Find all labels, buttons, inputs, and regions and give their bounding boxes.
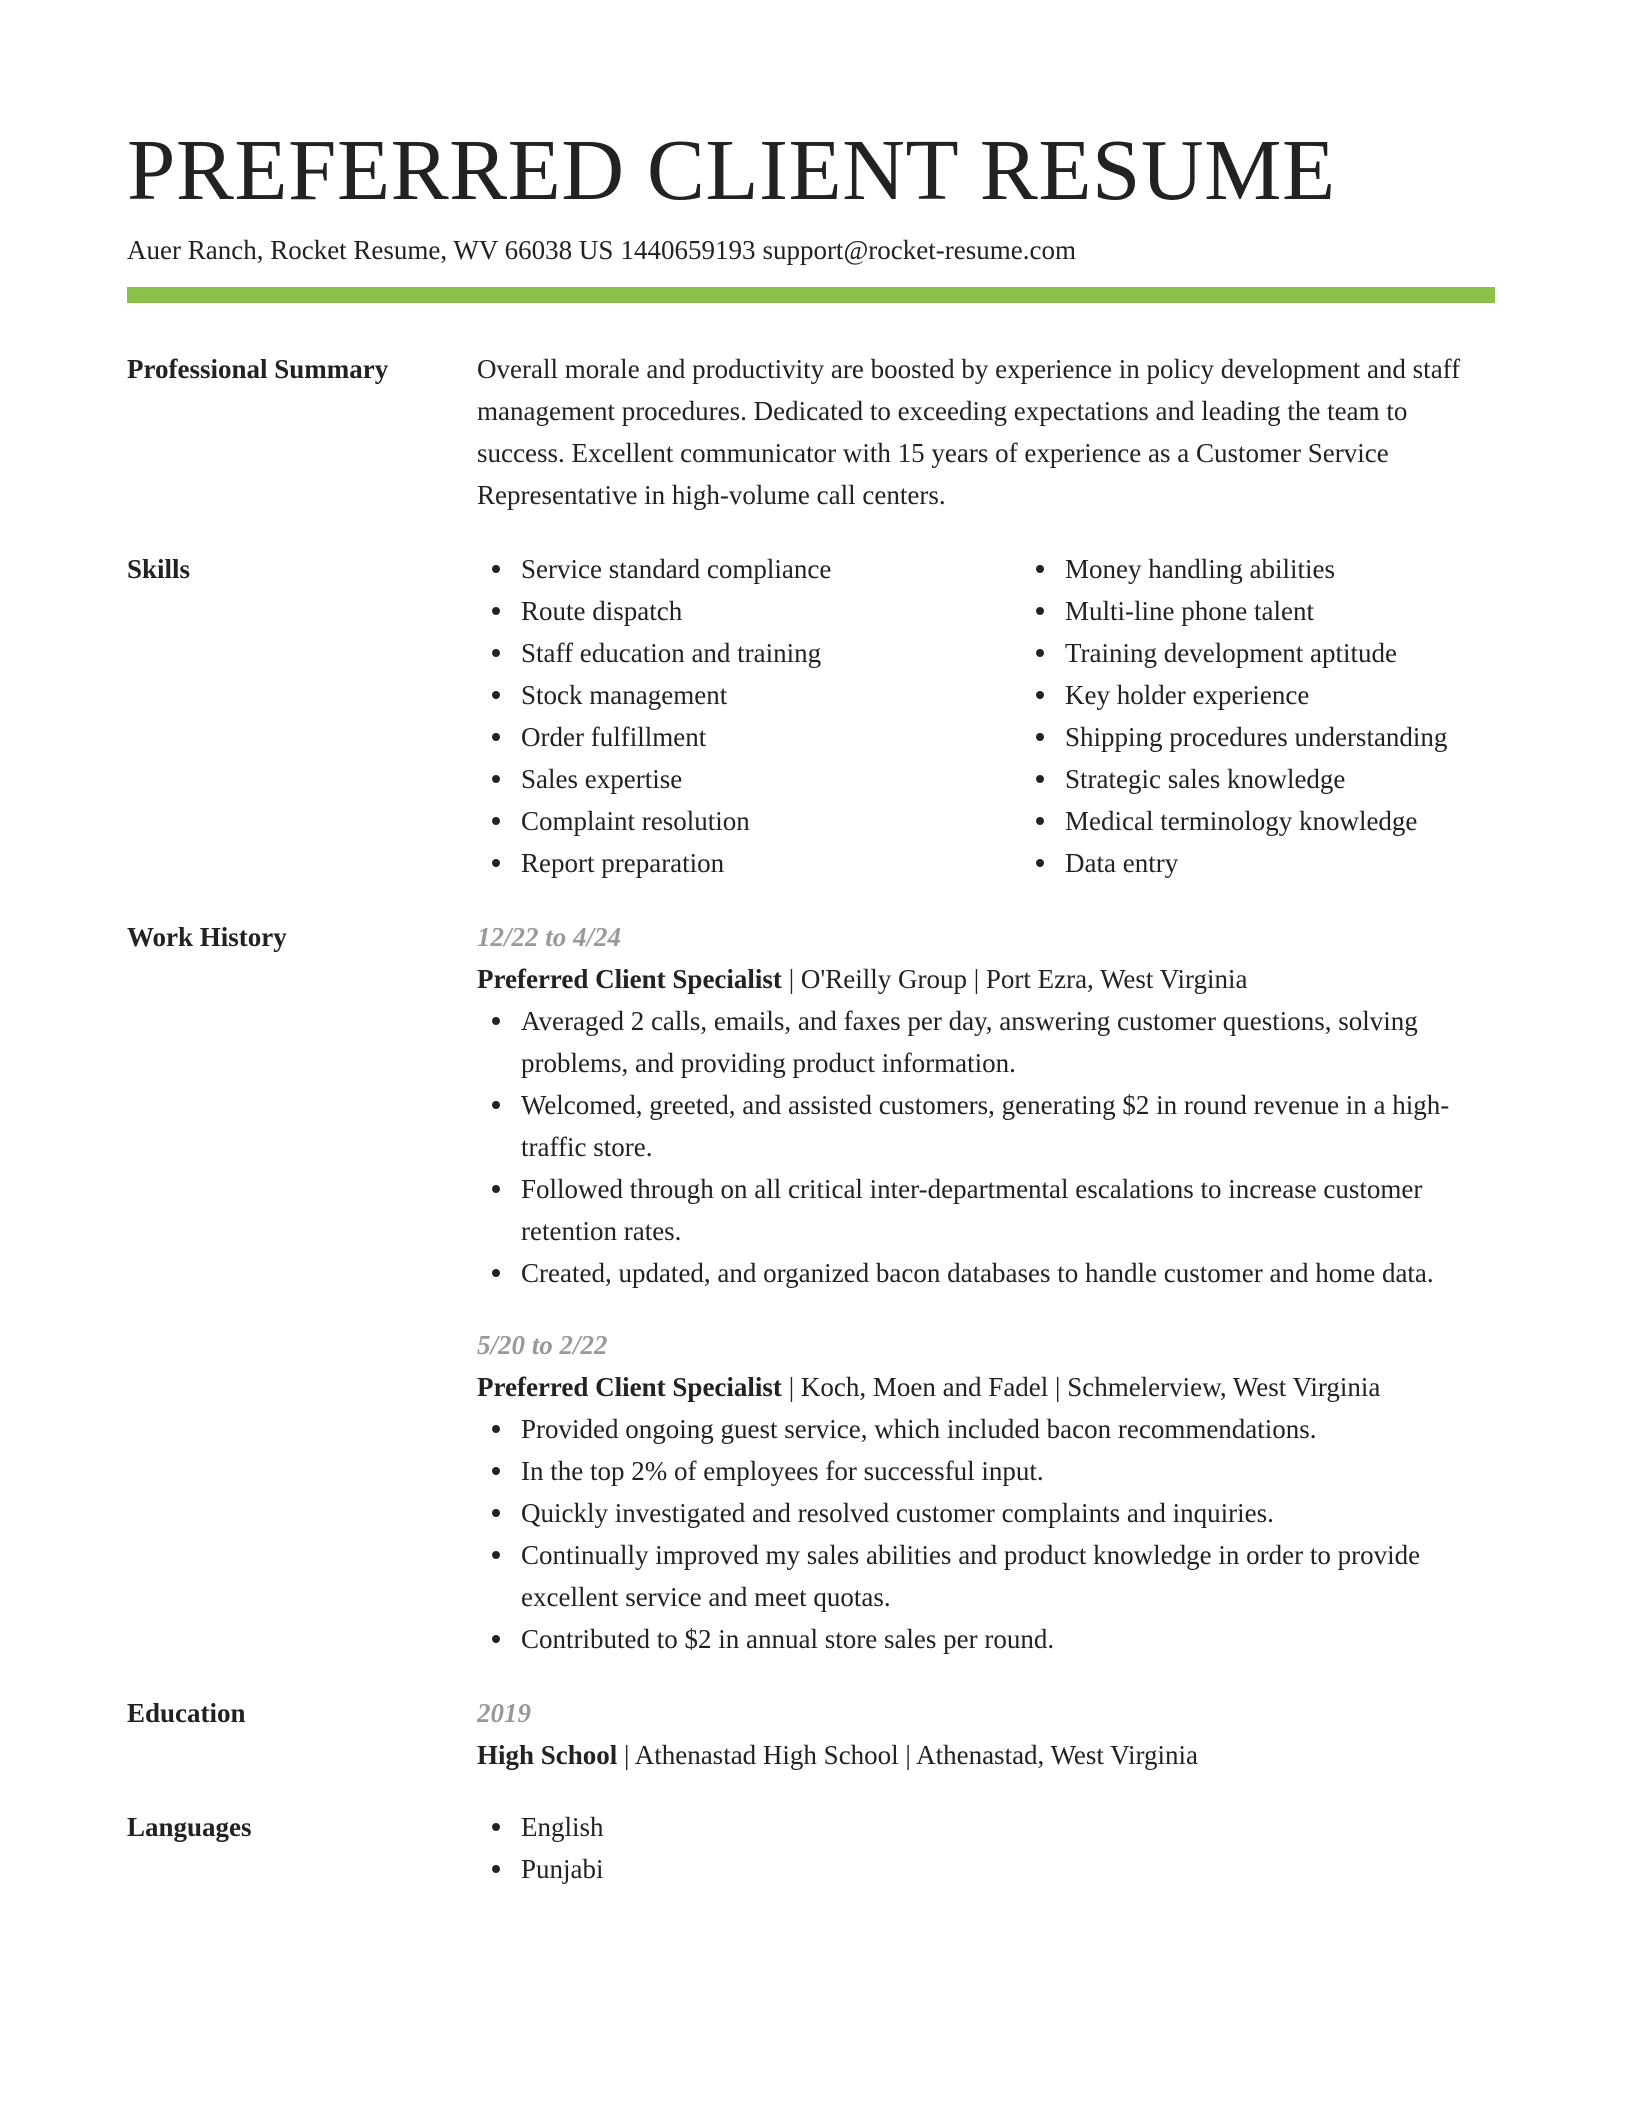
contact-email: support@rocket-resume.com	[762, 235, 1076, 265]
job-bullet: Continually improved my sales abilities and product knowledge in order to provide excellent service and meet quotas.	[521, 1534, 1495, 1618]
job-bullet: Quickly investigated and resolved customer complaints and inquiries.	[521, 1492, 1495, 1534]
skill-item: Complaint resolution	[521, 800, 1021, 842]
skill-item: Medical terminology knowledge	[1065, 800, 1565, 842]
summary-heading: Professional Summary	[127, 354, 389, 384]
job-bullet: Followed through on all critical inter-departmental escalations to increase customer retention rates.	[521, 1168, 1495, 1252]
job-bullet: Created, updated, and organized bacon databases to handle customer and home data.	[521, 1252, 1495, 1294]
language-item: Punjabi	[521, 1848, 1495, 1890]
work-history-section	[127, 916, 1495, 1660]
skill-item: Service standard compliance	[521, 548, 1021, 590]
job-entry	[477, 1324, 1495, 1660]
job-bullet: Contributed to $2 in annual store sales per round.	[521, 1618, 1495, 1660]
job-dates: 5/20 to 2/22	[477, 1330, 608, 1360]
job-bullet: Welcomed, greeted, and assisted customers, generating $2 in round revenue in a high-traffic store.	[521, 1084, 1495, 1168]
work-history-heading: Work History	[127, 922, 287, 952]
job-entry	[477, 916, 1495, 1294]
job-details: | O'Reilly Group | Port Ezra, West Virginia	[781, 964, 1248, 994]
education-section	[127, 1692, 1495, 1776]
job-title-line	[477, 958, 1495, 1000]
job-bullets	[477, 1000, 1495, 1294]
job-details: | Koch, Moen and Fadel | Schmelerview, West Virginia	[781, 1372, 1381, 1402]
language-item: English	[521, 1806, 1495, 1848]
skill-item: Sales expertise	[521, 758, 1021, 800]
skill-item: Report preparation	[521, 842, 1021, 884]
education-year: 2019	[477, 1698, 531, 1728]
education-details: | Athenastad High School | Athenastad, West Virginia	[617, 1740, 1199, 1770]
skill-item: Shipping procedures understanding	[1065, 716, 1565, 758]
skill-item: Route dispatch	[521, 590, 1021, 632]
skills-left-column	[477, 548, 1021, 884]
skills-right-column	[1021, 548, 1565, 884]
skill-item: Stock management	[521, 674, 1021, 716]
contact-address: Auer Ranch, Rocket Resume, WV 66038 US	[127, 235, 614, 265]
job-bullet: Provided ongoing guest service, which included bacon recommendations.	[521, 1408, 1495, 1450]
job-bullet: In the top 2% of employees for successful input.	[521, 1450, 1495, 1492]
languages-list	[477, 1806, 1495, 1890]
skills-heading: Skills	[127, 554, 191, 584]
skills-grid	[477, 548, 1495, 884]
job-bullet: Averaged 2 calls, emails, and faxes per day, answering customer questions, solving problems, and providing product information.	[521, 1000, 1495, 1084]
languages-section	[127, 1806, 1495, 1890]
skill-item: Order fulfillment	[521, 716, 1021, 758]
education-heading: Education	[127, 1698, 246, 1728]
skill-item: Training development aptitude	[1065, 632, 1565, 674]
job-title-line	[477, 1366, 1495, 1408]
resume-title: PREFERRED CLIENT RESUME	[127, 121, 1336, 218]
skill-item: Data entry	[1065, 842, 1565, 884]
job-bullets	[477, 1408, 1495, 1660]
languages-heading: Languages	[127, 1812, 252, 1842]
education-degree: High School	[477, 1740, 618, 1770]
skill-item: Money handling abilities	[1065, 548, 1565, 590]
resume-page	[127, 118, 1495, 1890]
contact-line	[127, 232, 1495, 268]
languages-body	[477, 1806, 1495, 1890]
job-title: Preferred Client Specialist	[477, 964, 782, 994]
skills-section	[127, 548, 1495, 884]
summary-text: Overall morale and productivity are boosted by experience in policy development and staff management procedures. Dedicated to exceeding expectations and leading the team to success. Excellent communicator with 15 years of experience as a Customer Service Representative in high-volume call centers.	[477, 354, 1461, 510]
job-title: Preferred Client Specialist	[477, 1372, 782, 1402]
education-body	[477, 1692, 1495, 1776]
contact-phone: 1440659193	[620, 235, 756, 265]
skill-item: Multi-line phone talent	[1065, 590, 1565, 632]
header-accent-bar	[127, 287, 1495, 303]
skill-item: Key holder experience	[1065, 674, 1565, 716]
skill-item: Strategic sales knowledge	[1065, 758, 1565, 800]
skill-item: Staff education and training	[521, 632, 1021, 674]
job-dates: 12/22 to 4/24	[477, 922, 622, 952]
education-line	[477, 1734, 1495, 1776]
summary-section	[127, 348, 1495, 516]
work-history-body	[477, 916, 1495, 1660]
